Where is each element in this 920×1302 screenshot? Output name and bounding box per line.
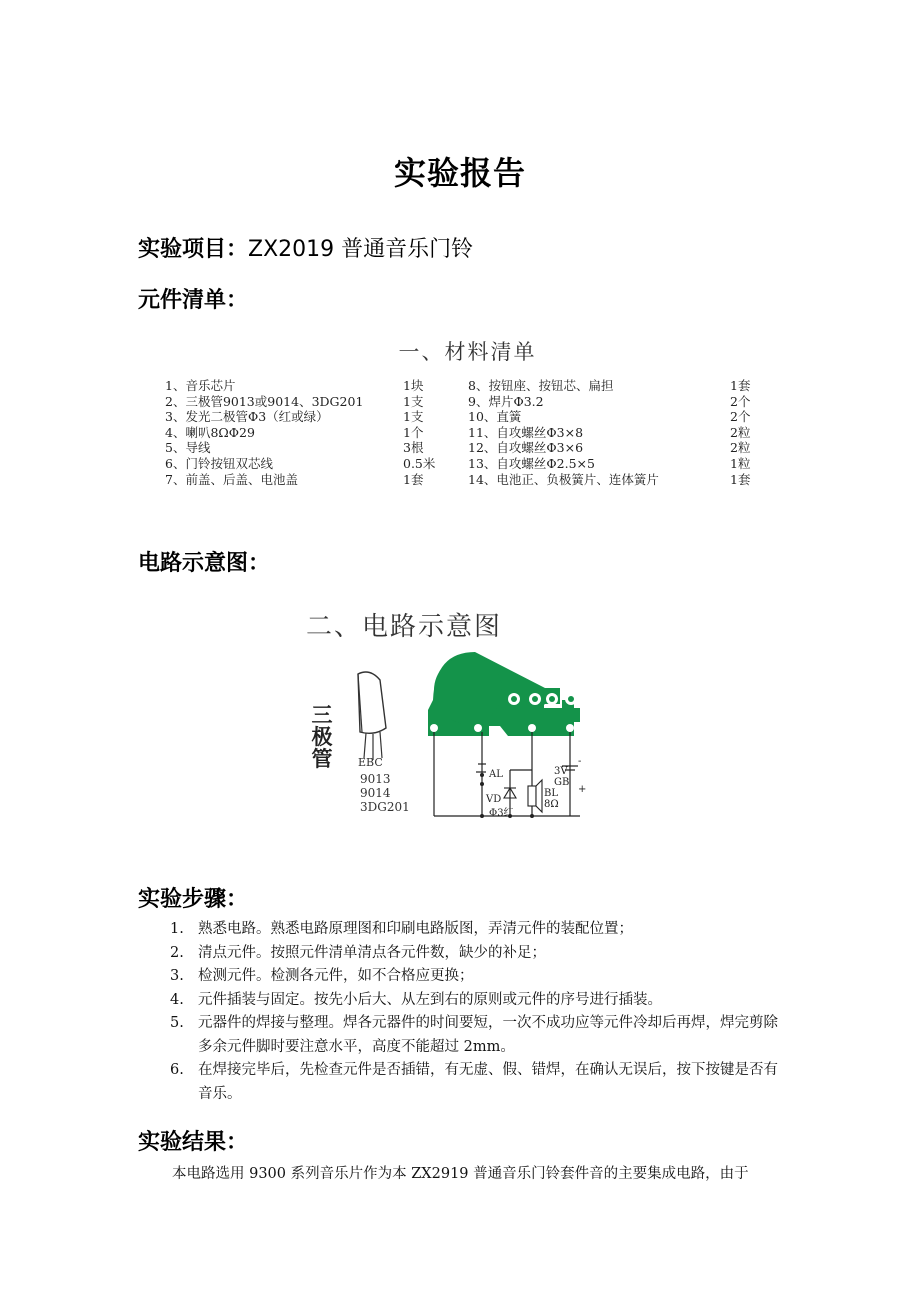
material-cell: 8、按钮座、按钮芯、扁担 [468, 378, 614, 393]
speaker-icon [528, 786, 536, 806]
circuit-title: 二、电路示意图 [306, 612, 503, 642]
material-cell: 7、前盖、后盖、电池盖 [165, 471, 298, 487]
material-cell: 9、焊片Φ3.2 [468, 393, 544, 409]
material-cell: 2、三极管9013或9014、3DG201 [165, 393, 364, 409]
result-heading: 实验结果： [138, 1130, 249, 1155]
material-cell: 3、发光二极管Φ3（红或绿） [165, 409, 329, 425]
step-text: 清点元件。按照元件清单清点各元件数，缺少的补足； [198, 944, 546, 961]
project-label: 实验项目： [138, 237, 249, 262]
material-cell: 1粒 [730, 455, 751, 471]
circuit-heading: 电路示意图： [138, 551, 271, 576]
material-cell: 14、电池正、负极簧片、连体簧片 [468, 471, 659, 487]
material-cell: 10、直簧 [468, 409, 522, 425]
material-cell: 12、自攻螺丝Φ3×6 [468, 440, 584, 456]
model-2: 9014 [360, 786, 391, 800]
material-cell: 6、门铃按钮双芯线 [165, 455, 273, 471]
step-text: 元器件的焊接与整理。焊各元器件的时间要短，一次不成功应等元件冷却后再焊，焊完剪除多余元件脚时要注意水平，高度不能超过 2mm。 [198, 1015, 778, 1055]
pins-label: EBC [358, 756, 383, 769]
label-minus: - [578, 756, 582, 767]
material-row [165, 472, 770, 488]
materials-table [165, 378, 770, 487]
step-item [170, 918, 790, 942]
step-item [170, 1012, 790, 1059]
transistor-icon [358, 672, 386, 760]
step-number: 3. [170, 968, 184, 984]
material-cell: 2个 [730, 393, 751, 409]
material-cell: 4、喇叭8ΩΦ29 [165, 424, 255, 440]
material-cell: 1套 [403, 471, 424, 487]
material-cell: 1支 [403, 409, 424, 425]
step-text: 熟悉电路。熟悉电路原理图和印刷电路版图，弄清元件的装配位置； [198, 921, 633, 937]
steps-list [170, 918, 790, 1106]
label-vd: VD [486, 794, 502, 805]
steps-heading: 实验步骤： [138, 887, 249, 912]
material-cell: 1个 [403, 424, 424, 440]
step-number: 6. [170, 1062, 184, 1078]
transistor-char-2: 极 [311, 725, 333, 749]
step-item [170, 989, 790, 1013]
step-text: 在焊接完毕后，先检查元件是否插错，有无虚、假、错焊，在确认无误后，按下按键是否有音乐。 [198, 1062, 778, 1102]
model-3: 3DG201 [360, 800, 410, 814]
material-cell: 0.5米 [403, 455, 436, 471]
label-ohm: 8Ω [544, 799, 559, 810]
label-plus: + [578, 784, 587, 795]
material-row [165, 378, 770, 394]
step-number: 1. [170, 921, 184, 937]
project-heading [138, 232, 473, 263]
project-value: ZX2019 普通音乐门铃 [248, 237, 474, 262]
material-cell: 11、自攻螺丝Φ3×8 [468, 424, 584, 440]
step-item [170, 942, 790, 966]
step-number: 2. [170, 944, 184, 961]
label-vd-spec: Φ3红 [489, 808, 514, 819]
label-bl: BL [544, 788, 558, 799]
step-item [170, 1059, 790, 1106]
material-cell: 5、导线 [165, 440, 211, 456]
step-number: 5. [170, 1015, 184, 1031]
page-title: 实验报告 [393, 154, 526, 192]
material-row [165, 394, 770, 410]
pcb-board [428, 652, 580, 736]
step-text: 元件插装与固定。按先小后大、从左到右的原则或元件的序号进行插装。 [198, 991, 662, 1008]
material-cell: 2粒 [730, 424, 751, 440]
material-cell: 1支 [403, 393, 424, 409]
result-paragraph: 本电路选用 9300 系列音乐片作为本 ZX2919 普通音乐门铃套件音的主要集成电路，由于 [172, 1166, 749, 1182]
transistor-char-3: 管 [311, 747, 333, 771]
material-row [165, 456, 770, 472]
label-gb: GB [554, 777, 570, 788]
material-row [165, 409, 770, 425]
material-cell: 1块 [403, 378, 424, 393]
transistor-char-1: 三 [311, 703, 333, 727]
step-number: 4. [170, 991, 184, 1008]
step-text: 检测元件。检测各元件，如不合格应更换； [198, 968, 474, 984]
material-cell: 13、自攻螺丝Φ2.5×5 [468, 455, 595, 471]
circuit-diagram [300, 640, 620, 840]
material-cell: 1、音乐芯片 [165, 378, 236, 393]
material-cell: 1套 [730, 471, 751, 487]
material-row [165, 440, 770, 456]
material-cell: 3根 [403, 440, 424, 456]
material-cell: 2个 [730, 409, 751, 425]
label-al: AL [489, 769, 503, 780]
material-cell: 2粒 [730, 440, 751, 456]
label-voltage: 3V [554, 766, 568, 777]
materials-title: 一、材料清单 [398, 340, 537, 364]
material-cell: 1套 [730, 378, 751, 393]
components-heading: 元件清单： [138, 288, 249, 313]
model-1: 9013 [360, 772, 391, 786]
step-item [170, 965, 790, 989]
material-row [165, 425, 770, 441]
